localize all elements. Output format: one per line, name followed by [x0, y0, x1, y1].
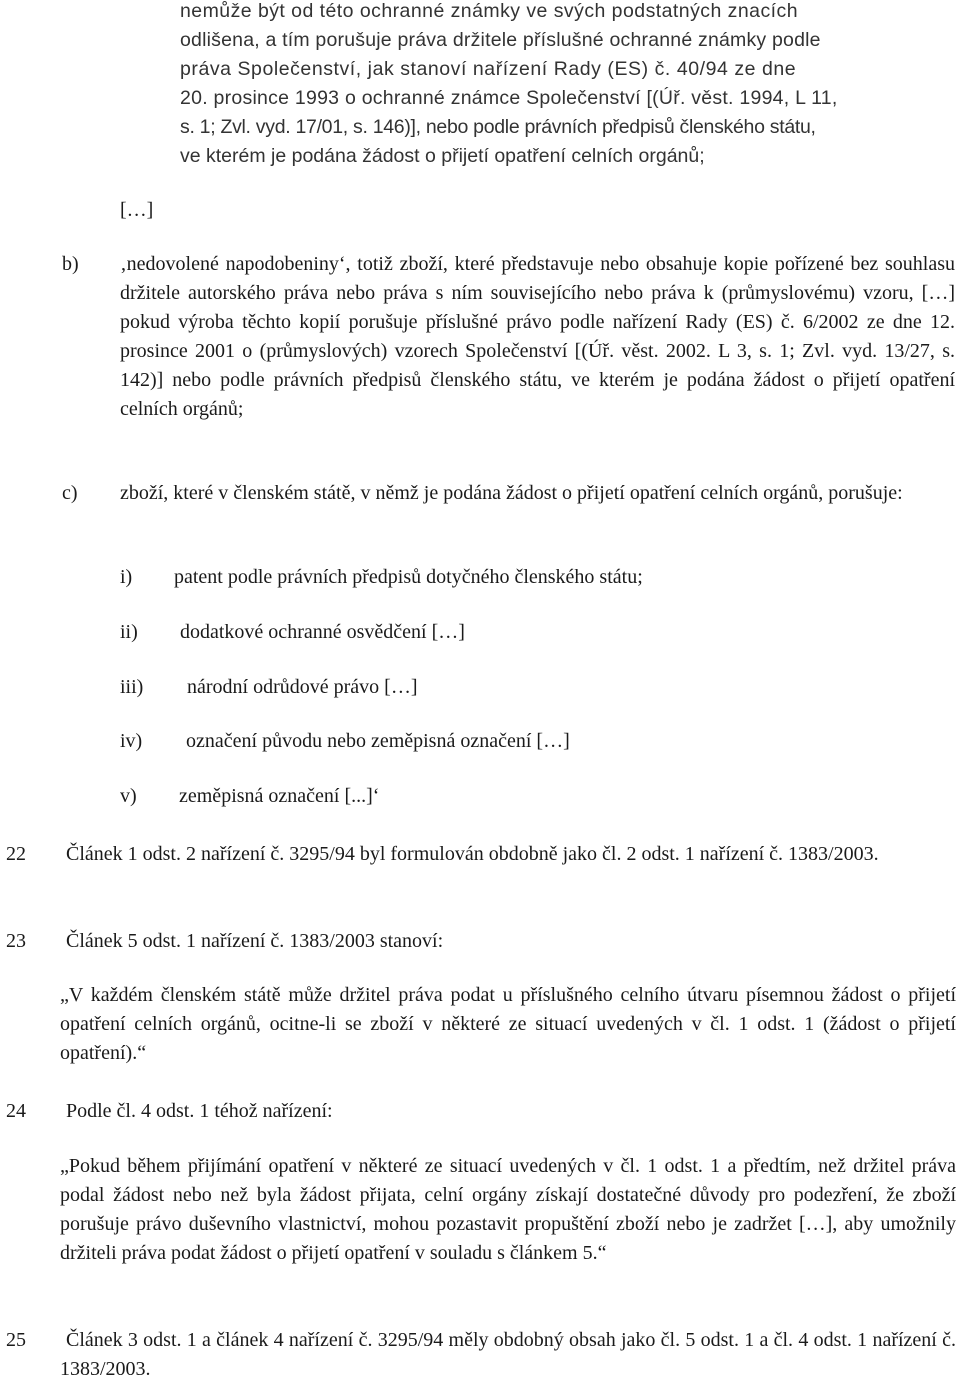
subitem-text: dodatkové ochranné osvědčení […]: [180, 621, 465, 643]
intro-line: ve kterém je podána žádost o přijetí opatření celních orgánů;: [180, 145, 705, 167]
paragraph-22-text: Článek 1 odst. 2 nařízení č. 3295/94 byl formulován obdobně jako čl. 2 odst. 1 nařízení č. 1383/2003.: [66, 843, 879, 865]
subitem-text: označení původu nebo zeměpisná označení […]: [186, 730, 570, 752]
subitem-label: v): [120, 785, 137, 807]
subitem-text: národní odrůdové právo […]: [187, 676, 418, 698]
paragraph-number: 23: [6, 930, 26, 952]
quote-23: „V každém členském státě může držitel práva podat u příslušného celního útvaru písemnou žádost o přijetí opatření celních orgánů, ocitne-li se zboží v některé ze situací uvedených v čl. 1 odst. 1 (žádost o přijetí opatření).“: [60, 984, 956, 1064]
subitem-label: iii): [120, 676, 144, 698]
subitem-text: zeměpisná označení [...]‘: [179, 785, 380, 807]
intro-line: s. 1; Zvl. vyd. 17/01, s. 146)], nebo podle právních předpisů členského státu,: [180, 116, 816, 138]
item-b-text: ‚nedovolené napodobeniny‘, totiž zboží, které představuje nebo obsahuje kopie pořízené bez souhlasu držitele autorského práva nebo práva s ním souvisejícího nebo práva k (průmyslovému) vzoru, […] pokud výroba těchto kopií porušuje příslušné právo podle nařízení Rady (ES) č. 6/2002 ze dne 12. prosince 2001 o (průmyslových) vzorech Společenství [(Úř. věst. 2002. L 3, s. 1; Zvl. vyd. 13/27, s. 142)] nebo podle právních předpisů členského státu, ve kterém je podána žádost o přijetí opatření celních orgánů;: [120, 253, 955, 420]
paragraph-number: 25: [6, 1329, 26, 1351]
item-c-label: c): [62, 482, 78, 504]
intro-line: odlišena, a tím porušuje práva držitele příslušné ochranné známky podle: [180, 29, 821, 51]
subitem-label: iv): [120, 730, 143, 752]
subitem-label: i): [120, 566, 133, 588]
quote-24: „Pokud během přijímání opatření v některé ze situací uvedených v čl. 1 odst. 1 a předtím, než držitel práva podal žádost nebo než byla žádost přijata, celní orgány získají dostatečné důvody pro podezření, že zboží porušuje právo duševního vlastnictví, mohou pozastavit propuštění zboží nebo je zadržet […], aby umožnily držiteli práva podat žádost o přijetí opatření v souladu s článkem 5.“: [60, 1155, 956, 1264]
intro-line: 20. prosince 1993 o ochranné známce Společenství [(Úř. věst. 1994, L 11,: [180, 87, 838, 109]
intro-line: nemůže být od této ochranné známky ve svých podstatných znacích: [180, 0, 799, 22]
paragraph-23-text: Článek 5 odst. 1 nařízení č. 1383/2003 stanoví:: [66, 930, 444, 952]
subitem-text: patent podle právních předpisů dotyčného členského státu;: [174, 566, 643, 588]
item-b-label: b): [62, 253, 79, 275]
ellipsis-marker: […]: [120, 199, 154, 221]
intro-paragraph: [180, 0, 955, 171]
paragraph-number: 22: [6, 843, 26, 865]
item-c-text: zboží, které v členském státě, v němž je podána žádost o přijetí opatření celních orgánů, porušuje:: [120, 482, 903, 504]
paragraph-24-text: Podle čl. 4 odst. 1 téhož nařízení:: [66, 1100, 333, 1122]
paragraph-number: 24: [6, 1100, 26, 1122]
intro-line: práva Společenství, jak stanoví nařízení Rady (ES) č. 40/94 ze dne: [180, 58, 797, 80]
subitem-label: ii): [120, 621, 138, 643]
paragraph-25-text: Článek 3 odst. 1 a článek 4 nařízení č. 3295/94 měly obdobný obsah jako čl. 5 odst. 1 a čl. 4 odst. 1 nařízení č. 1383/2003.: [60, 1329, 956, 1380]
